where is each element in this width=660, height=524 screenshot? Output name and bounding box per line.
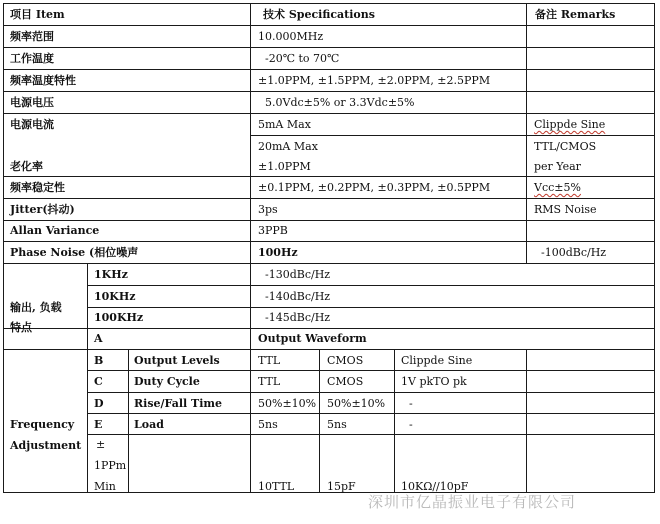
row-value-aging: ±1.0PPM	[258, 160, 311, 173]
row-value-supply-current: 5mA Max	[258, 118, 311, 131]
row-remark-phase-noise: -100dBc/Hz	[541, 246, 607, 259]
row-value-phase-noise: 100Hz	[258, 246, 298, 259]
param-name: Load	[134, 418, 164, 431]
output-row-letter: A	[94, 332, 103, 345]
param-value-cmos: 5ns	[327, 418, 347, 431]
frequency-adjustment-label-2: Adjustment	[10, 439, 82, 452]
param-letter: D	[94, 397, 104, 410]
row-value-frequency-range: 10.000MHz	[258, 30, 324, 43]
tolerance-min: Min	[94, 480, 116, 493]
param-value-clipped-sine: 1V pkTO pk	[401, 375, 467, 388]
row-value-operating-temperature: -20℃ to 70℃	[265, 52, 340, 65]
row-remark-frequency-stability: Vcc±5%	[534, 181, 581, 194]
tolerance-value: 1PPm	[94, 459, 127, 472]
company-watermark: 深圳市亿晶振业电子有限公司	[368, 493, 577, 511]
row-remark-supply-current-2: TTL/CMOS	[534, 140, 597, 153]
row-value-jitter: 3ps	[258, 203, 278, 216]
row-label-operating-temperature: 工作温度	[10, 52, 54, 65]
param-value-ttl: TTL	[258, 375, 281, 388]
param-value-cmos: 50%±10%	[327, 397, 386, 410]
row-label-frequency-range: 频率范围	[10, 30, 54, 43]
output-waveform-heading: Output Waveform	[258, 332, 367, 345]
param-letter: C	[94, 375, 103, 388]
output-load-label: 输出, 负载	[10, 301, 62, 314]
param-name: Rise/Fall Time	[134, 397, 223, 410]
row-label-allan-variance: Allan Variance	[10, 224, 100, 237]
row-value-frequency-stability: ±0.1PPM, ±0.2PPM, ±0.3PPM, ±0.5PPM	[258, 181, 491, 194]
row-value-supply-voltage: 5.0Vdc±5% or 3.3Vdc±5%	[265, 96, 415, 109]
tolerance-symbol: ±	[96, 438, 106, 451]
row-remark-supply-current: Clippde Sine	[534, 118, 606, 131]
phase-noise-value: -130dBc/Hz	[265, 268, 331, 281]
row-remark-aging: per Year	[534, 160, 581, 173]
row-value-allan-variance: 3PPB	[258, 224, 288, 237]
param-value-ttl: 5ns	[258, 418, 278, 431]
row-label-frequency-temperature: 频率温度特性	[10, 74, 76, 87]
row-value-supply-current-2: 20mA Max	[258, 140, 318, 153]
load-value-clipped-sine: 10KΩ//10pF	[401, 480, 469, 493]
row-value-frequency-temperature: ±1.0PPM, ±1.5PPM, ±2.0PPM, ±2.5PPM	[258, 74, 491, 87]
output-load-label-2: 特点	[10, 321, 32, 334]
param-value-cmos: CMOS	[327, 375, 364, 388]
header-specifications: 技术 Specifications	[263, 8, 375, 21]
param-value-ttl: TTL	[258, 354, 281, 367]
param-value-ttl: 50%±10%	[258, 397, 317, 410]
row-label-supply-voltage: 电源电压	[10, 96, 54, 109]
param-letter: E	[94, 418, 103, 431]
specification-table	[3, 3, 655, 492]
param-value-cmos: CMOS	[327, 354, 364, 367]
row-label-supply-current: 电源电流	[10, 118, 54, 131]
param-name: Output Levels	[134, 354, 220, 367]
phase-noise-value: -140dBc/Hz	[265, 290, 331, 303]
load-value-cmos: 15pF	[327, 480, 356, 493]
row-remark-jitter: RMS Noise	[534, 203, 597, 216]
param-name: Duty Cycle	[134, 375, 200, 388]
row-label-jitter: Jitter(抖动)	[10, 203, 75, 216]
row-label-frequency-stability: 频率稳定性	[10, 181, 65, 194]
load-value-ttl: 10TTL	[258, 480, 295, 493]
header-item: 项目 Item	[10, 8, 65, 21]
phase-noise-offset: 10KHz	[94, 290, 136, 303]
phase-noise-offset: 1KHz	[94, 268, 128, 281]
frequency-adjustment-label: Frequency	[10, 418, 75, 431]
param-letter: B	[94, 354, 104, 367]
param-value-clipped-sine: -	[409, 397, 413, 410]
row-label-aging: 老化率	[10, 160, 43, 173]
row-label-phase-noise: Phase Noise (相位噪声	[10, 246, 139, 259]
header-remarks: 备注 Remarks	[535, 8, 616, 21]
param-value-clipped-sine: -	[409, 418, 413, 431]
phase-noise-value: -145dBc/Hz	[265, 311, 331, 324]
param-value-clipped-sine: Clippde Sine	[401, 354, 473, 367]
phase-noise-offset: 100KHz	[94, 311, 144, 324]
